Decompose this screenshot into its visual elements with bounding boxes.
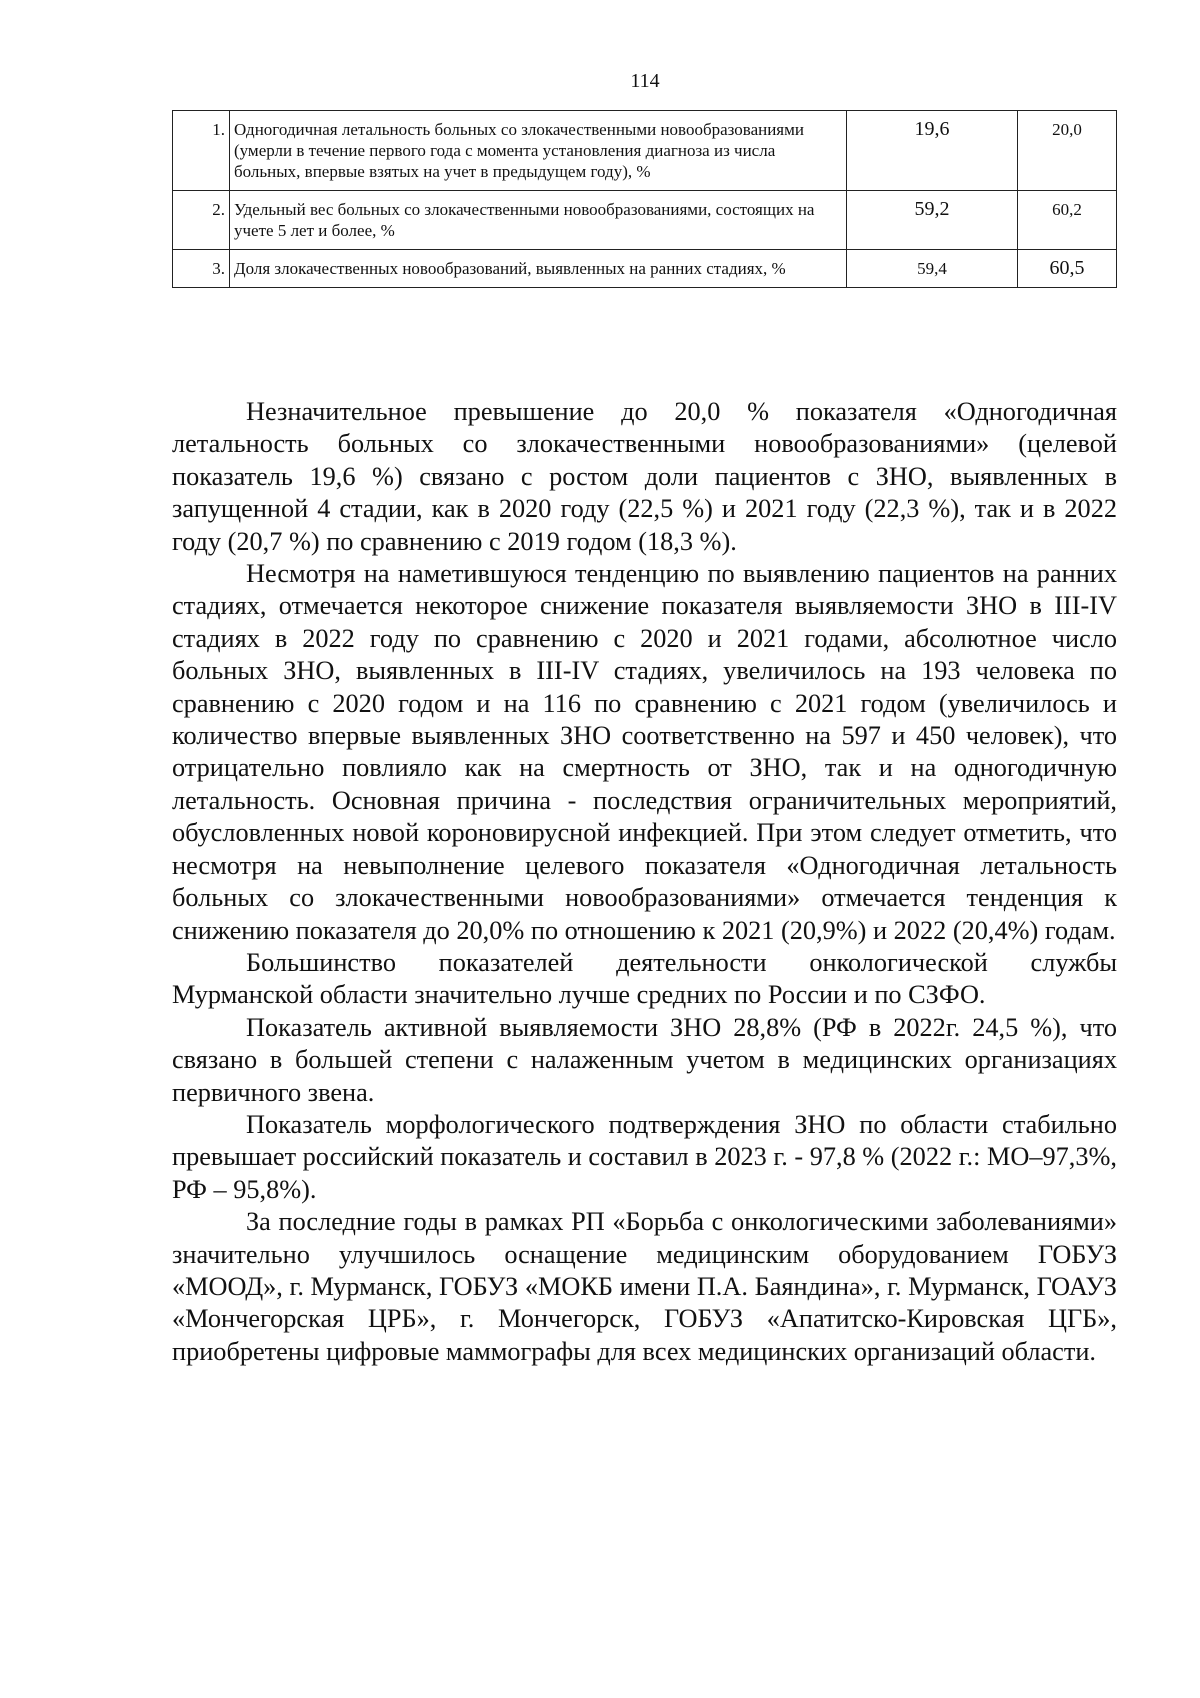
indicator-value-1: 59,2 (847, 191, 1018, 250)
page-number: 114 (630, 70, 660, 92)
row-number: 3. (173, 250, 230, 288)
indicator-name: Удельный вес больных со злокачественными новообразованиями, состоящих на учете 5 лет и более, % (230, 191, 847, 250)
indicator-value-1: 19,6 (847, 111, 1018, 191)
indicator-value-2: 60,2 (1018, 191, 1117, 250)
indicator-value-1: 59,4 (847, 250, 1018, 288)
table-row (173, 111, 1117, 191)
paragraph: Показатель активной выявляемости ЗНО 28,8% (РФ в 2022г. 24,5 %), что связано в большей степени с налаженным учетом в медицинских организациях первичного звена. (172, 1012, 1117, 1107)
indicator-value-2: 20,0 (1018, 111, 1117, 191)
table-row (173, 191, 1117, 250)
body-text (172, 396, 1117, 1368)
indicator-name: Доля злокачественных новообразований, выявленных на ранних стадиях, % (230, 250, 847, 288)
paragraph: Несмотря на наметившуюся тенденцию по выявлению пациентов на ранних стадиях, отмечается некоторое снижение показателя выявляемости ЗНО в III-IV стадиях в 2022 году по сравнению с 2020 и 2021 годами, абсолютное число больных ЗНО, выявленных в III-IV стадиях, увеличилось на 193 человека по сравнению с 2020 годом и на 116 по сравнению с 2021 годом (увеличилось и количество впервые выявленных ЗНО соответственно на 597 и 450 человек), что отрицательно повлияло как на смертность от ЗНО, так и на одногодичную летальность. Основная причина - последствия ограничительных мероприятий, обусловленных новой короновирусной инфекцией. При этом следует отметить, что несмотря на невыполнение целевого показателя «Одногодичная летальность больных со злокачественными новообразованиями» отмечается тенденция к снижению показателя до 20,0% по отношению к 2021 (20,9%) и 2022 (20,4%) годам. (172, 559, 1117, 945)
indicator-value-2: 60,5 (1018, 250, 1117, 288)
paragraph: Показатель морфологического подтверждения ЗНО по области стабильно превышает российский показатель и составил в 2023 г. - 97,8 % (2022 г.: МО–97,3%, РФ – 95,8%). (172, 1109, 1117, 1204)
indicator-name: Одногодичная летальность больных со злокачественными новообразованиями (умерли в течение первого года с момента установления диагноза из числа больных, впервые взятых на учет в предыдущем году), % (230, 111, 847, 191)
table-row (173, 250, 1117, 288)
paragraph: За последние годы в рамках РП «Борьба с онкологическими заболеваниями» значительно улучшилось оснащение медицинским оборудованием ГОБУЗ «МООД», г. Мурманск, ГОБУЗ «МОКБ имени П.А. Баяндина», г. Мурманск, ГОАУЗ «Мончегорская ЦРБ», г. Мончегорск, ГОБУЗ «Апатитско-Кировская ЦГБ», приобретены цифровые маммографы для всех медицинских организаций области. (172, 1207, 1117, 1366)
row-number: 1. (173, 111, 230, 191)
indicators-table (172, 110, 1117, 288)
row-number: 2. (173, 191, 230, 250)
paragraph: Большинство показателей деятельности онкологической службы Мурманской области значительно лучше средних по России и по СЗФО. (172, 947, 1117, 1010)
paragraph: Незначительное превышение до 20,0 % показателя «Одногодичная летальность больных со злокачественными новообразованиями» (целевой показатель 19,6 %) связано с ростом доли пациентов с ЗНО, выявленных в запущенной 4 стадии, как в 2020 году (22,5 %) и 2021 году (22,3 %), так и в 2022 году (20,7 %) по сравнению с 2019 годом (18,3 %). (172, 397, 1117, 556)
